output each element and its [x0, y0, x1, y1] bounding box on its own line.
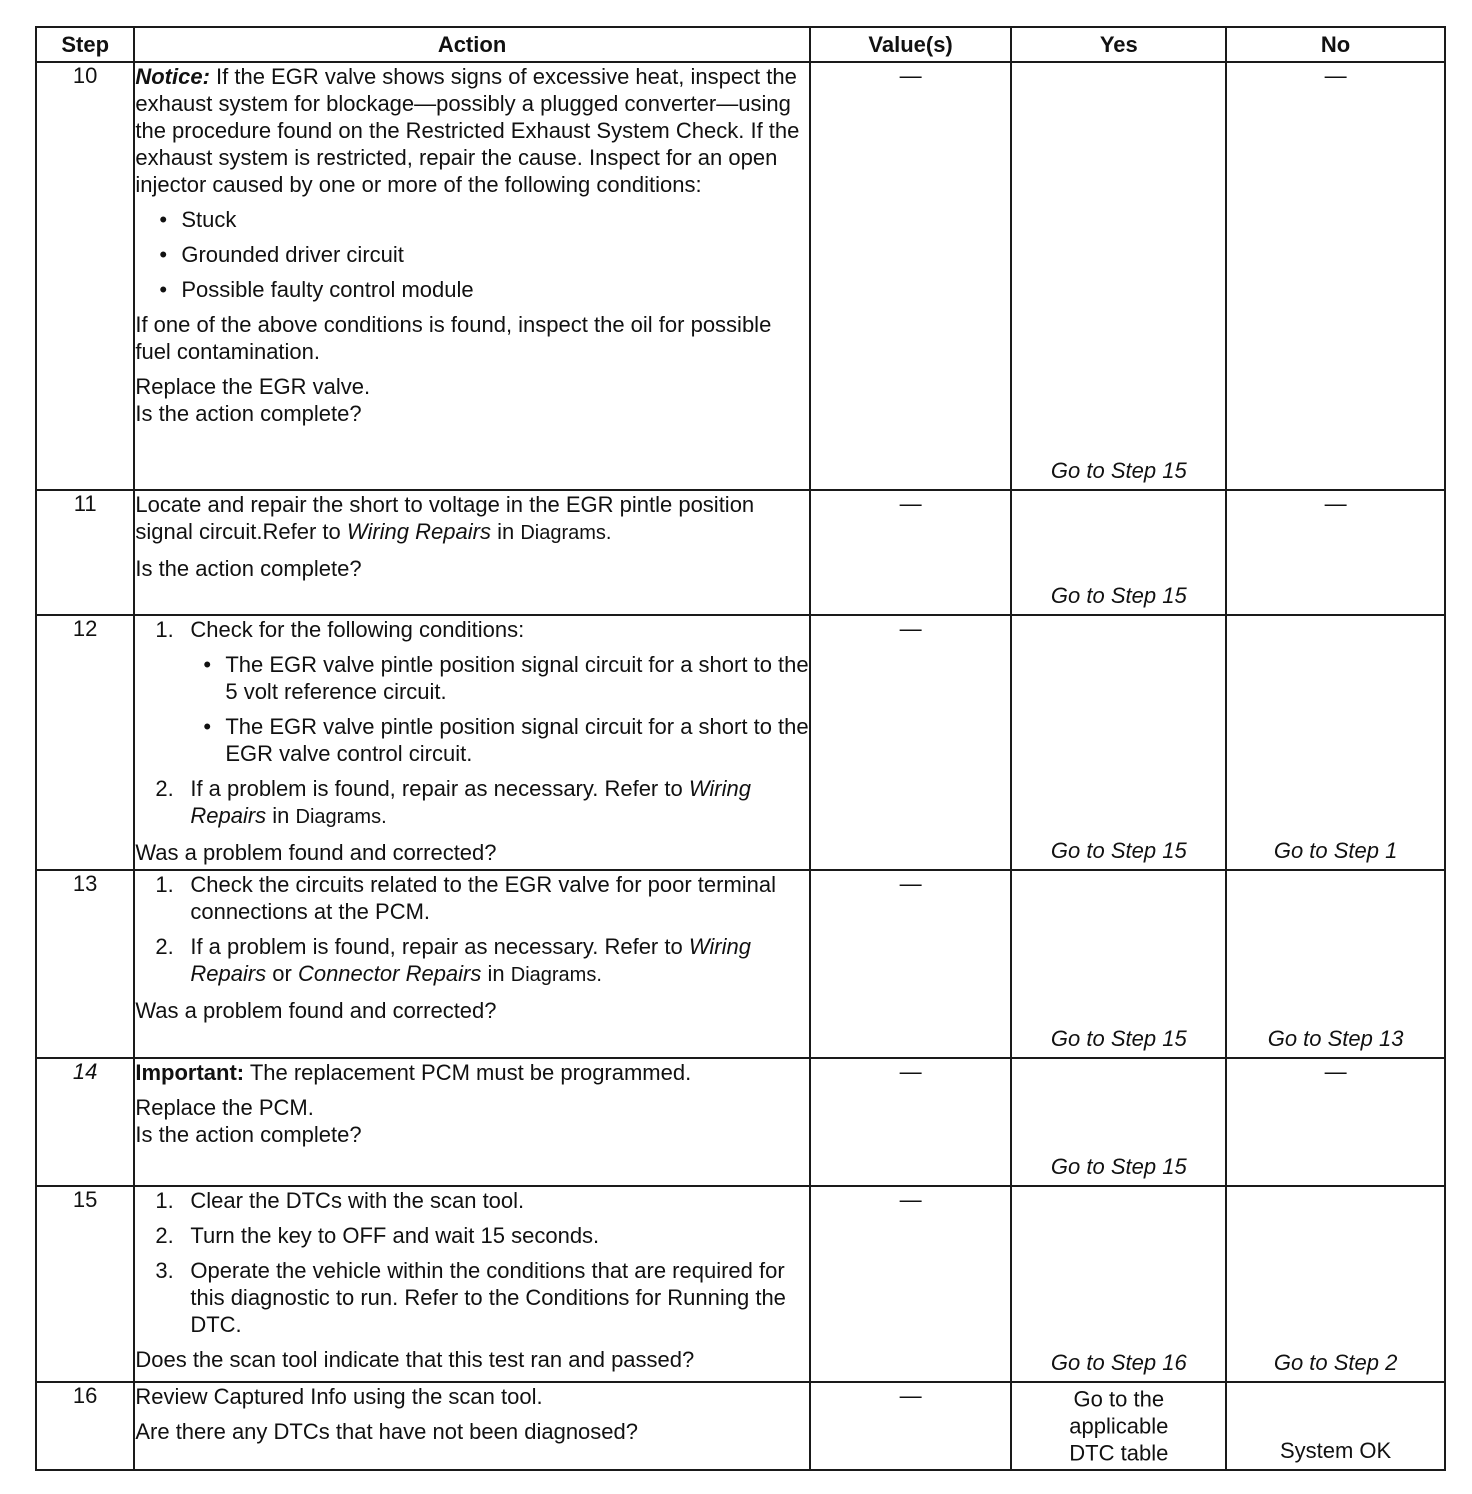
action-question: Does the scan tool indicate that this test ran and passed? — [135, 1347, 695, 1372]
wiring-repairs-ref: Wiring Repairs — [190, 934, 751, 986]
no-cell — [1226, 870, 1445, 1058]
step-number: 16 — [36, 1382, 134, 1470]
no-cell: — — [1226, 62, 1445, 490]
action-text: Replace the EGR valve. — [135, 374, 371, 399]
yes-result: Go to Step 15 — [1050, 1154, 1187, 1179]
value-cell: — — [810, 615, 1012, 870]
yes-cell — [1011, 490, 1226, 615]
yes-cell — [1011, 1382, 1226, 1470]
step-number: 14 — [36, 1058, 134, 1186]
notice-text: If the EGR valve shows signs of excessive heat, inspect the exhaust system for blockage—possibly a plugged converter—using the procedure found on the Restricted Exhaust System Check. If the exhaust system is restricted, repair the cause. Inspect for an open injector caused by one or more of the following conditions: — [135, 64, 800, 197]
yes-result: Go to Step 15 — [1050, 1026, 1187, 1051]
action-text: If one of the above conditions is found, inspect the oil for possible fuel contamination. — [135, 312, 772, 364]
notice-label: Notice: — [135, 64, 210, 89]
action-text: Review Captured Info using the scan tool. — [135, 1384, 543, 1409]
value-cell: — — [810, 1382, 1012, 1470]
yes-result: Go to Step 15 — [1050, 583, 1187, 608]
list-item: 2. Turn the key to OFF and wait 15 seconds. — [155, 1223, 600, 1248]
list-item: • Possible faulty control module — [135, 276, 808, 303]
list-item: • Grounded driver circuit — [135, 241, 808, 268]
no-result: Go to Step 2 — [1273, 1350, 1398, 1375]
list-item: 2. If a problem is found, repair as necessary. Refer to Wiring Repairs in Diagrams. — [155, 776, 751, 828]
step-number: 10 — [36, 62, 134, 490]
action-question: Is the action complete? — [135, 556, 362, 581]
yes-cell — [1011, 1186, 1226, 1382]
list-item: • The EGR valve pintle position signal circuit for a short to the EGR valve control circuit. — [190, 713, 808, 767]
header-values: Value(s) — [810, 27, 1012, 62]
header-yes: Yes — [1011, 27, 1226, 62]
step-number: 13 — [36, 870, 134, 1058]
action-text: Locate and repair the short to voltage in the EGR pintle position signal circuit.Refer to Wiring Repairs in Diagrams. — [135, 492, 755, 544]
list-item: 1. Clear the DTCs with the scan tool. — [155, 1188, 525, 1213]
wiring-repairs-ref: Wiring Repairs — [346, 519, 491, 544]
wiring-repairs-ref: Wiring Repairs — [190, 776, 751, 828]
step-number: 11 — [36, 490, 134, 615]
yes-result: Go to the applicable DTC table — [1069, 1386, 1169, 1466]
procedure-list — [135, 616, 808, 831]
table-row-step-11 — [36, 490, 1445, 615]
yes-result: Go to Step 16 — [1050, 1350, 1187, 1375]
diagnostic-table — [35, 26, 1446, 1471]
important-label: Important: — [135, 1060, 245, 1085]
step-number: 15 — [36, 1186, 134, 1382]
list-item: • Stuck — [135, 206, 808, 233]
no-cell: — — [1226, 490, 1445, 615]
header-no: No — [1226, 27, 1445, 62]
yes-result: Go to Step 15 — [1050, 458, 1187, 483]
action-text: Replace the PCM. — [135, 1095, 314, 1120]
no-result: Go to Step 1 — [1273, 838, 1398, 863]
action-cell — [134, 62, 809, 490]
no-result: System OK — [1279, 1438, 1392, 1463]
no-result: Go to Step 13 — [1267, 1026, 1404, 1051]
action-cell — [134, 615, 809, 870]
value-cell: — — [810, 1058, 1012, 1186]
yes-result: Go to Step 15 — [1050, 838, 1187, 863]
header-row — [36, 27, 1445, 62]
no-cell — [1226, 1186, 1445, 1382]
list-item: 1. Check for the following conditions: • The EGR valve pintle position signal circuit for a short to the 5 volt reference circuit. • The EGR valve pintle position signal circuit for a short to the EGR valve control circuit. — [135, 616, 808, 767]
value-cell: — — [810, 1186, 1012, 1382]
list-item: 2. If a problem is found, repair as necessary. Refer to Wiring Repairs or Connector Repairs in Diagrams. — [155, 934, 751, 986]
action-cell — [134, 1186, 809, 1382]
list-item: • The EGR valve pintle position signal circuit for a short to the 5 volt reference circuit. — [190, 651, 808, 705]
action-cell — [134, 1058, 809, 1186]
step-number: 12 — [36, 615, 134, 870]
yes-cell — [1011, 615, 1226, 870]
action-cell — [134, 490, 809, 615]
yes-cell — [1011, 870, 1226, 1058]
header-action: Action — [134, 27, 809, 62]
action-question: Is the action complete? — [135, 1122, 362, 1147]
conditions-list — [135, 206, 808, 303]
table-row-step-10 — [36, 62, 1445, 490]
no-cell: — — [1226, 1058, 1445, 1186]
important-paragraph: Important: The replacement PCM must be programmed. — [135, 1060, 692, 1085]
action-question: Is the action complete? — [135, 401, 362, 426]
action-question: Was a problem found and corrected? — [135, 998, 497, 1023]
procedure-list — [135, 1187, 808, 1338]
connector-repairs-ref: Connector Repairs — [297, 961, 482, 986]
value-cell: — — [810, 870, 1012, 1058]
action-cell — [134, 1382, 809, 1470]
table-row-step-16 — [36, 1382, 1445, 1470]
procedure-list — [135, 871, 808, 989]
action-question: Was a problem found and corrected? — [135, 840, 497, 865]
sub-list — [190, 651, 808, 767]
no-cell — [1226, 1382, 1445, 1470]
action-cell — [134, 870, 809, 1058]
list-item: 3. Operate the vehicle within the conditions that are required for this diagnostic to run. Refer to the Conditions for Running the DTC. — [155, 1258, 786, 1337]
value-cell: — — [810, 490, 1012, 615]
header-step: Step — [36, 27, 134, 62]
yes-cell — [1011, 62, 1226, 490]
table-row-step-13 — [36, 870, 1445, 1058]
no-cell — [1226, 615, 1445, 870]
action-question: Are there any DTCs that have not been diagnosed? — [135, 1419, 639, 1444]
table-row-step-14 — [36, 1058, 1445, 1186]
value-cell: — — [810, 62, 1012, 490]
table-row-step-15 — [36, 1186, 1445, 1382]
list-item: 1. Check the circuits related to the EGR valve for poor terminal connections at the PCM. — [155, 872, 777, 924]
table-row-step-12 — [36, 615, 1445, 870]
yes-cell — [1011, 1058, 1226, 1186]
notice-paragraph — [135, 63, 808, 198]
